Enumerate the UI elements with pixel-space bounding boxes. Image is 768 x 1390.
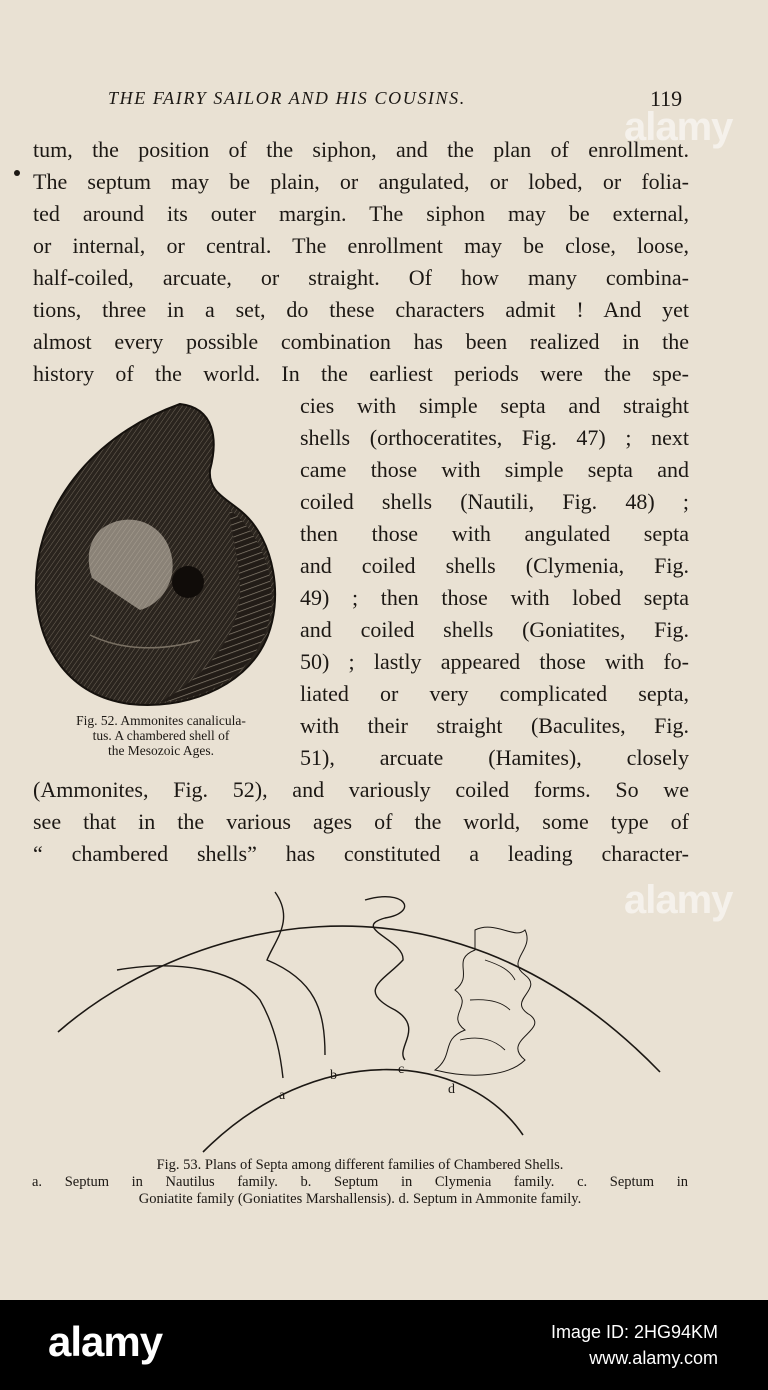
wrapped-line: liated or very complicated septa, — [300, 681, 689, 706]
septa-diagram — [55, 880, 665, 1155]
caption-title: Fig. 53. Plans of Septa among different families of Chambered Shells. — [156, 1157, 564, 1173]
caption-line: a. Septum in Nautilus family. b. Septum in Clymenia family. c. Septum in — [32, 1174, 688, 1190]
alamy-logo: alamy — [48, 1318, 163, 1365]
wrapped-line: shells (orthoceratites, Fig. 47) ; next — [300, 425, 689, 450]
figure-52-caption — [32, 713, 290, 758]
body-line: (Ammonites, Fig. 52), and variously coiled forms. So we — [33, 777, 689, 802]
caption-line: Goniatite family (Goniatites Marshallensis). d. Septum in Ammonite family. — [138, 1191, 582, 1207]
caption-line: Fig. 52. Ammonites canalicula- — [76, 713, 246, 728]
body-line: or internal, or central. The enrollment may be close, loose, — [33, 233, 689, 258]
label-a: a — [279, 1088, 286, 1103]
wrapped-line: and coiled shells (Goniatites, Fig. — [300, 617, 689, 642]
body-line: history of the world. In the earliest periods were the spe- — [33, 361, 689, 386]
caption-line: the Mesozoic Ages. — [107, 743, 215, 758]
wrapped-line: 50) ; lastly appeared those with fo- — [300, 649, 689, 674]
body-line: ted around its outer margin. The siphon may be external, — [33, 201, 689, 226]
label-d: d — [448, 1082, 455, 1097]
ammonite-illustration — [30, 400, 290, 712]
stock-footer — [0, 1300, 768, 1390]
body-line: tum, the position of the siphon, and the plan of enrollment. — [33, 137, 689, 162]
body-line: see that in the various ages of the world, some type of — [33, 809, 689, 834]
body-line: almost every possible combination has been realized in the — [33, 329, 689, 354]
running-title: THE FAIRY SAILOR AND HIS COUSINS. — [108, 88, 466, 108]
margin-mark — [14, 170, 20, 176]
caption-line: tus. A chambered shell of — [92, 728, 230, 743]
page-number: 119 — [650, 86, 683, 111]
label-b: b — [330, 1068, 337, 1083]
wrapped-line: and coiled shells (Clymenia, Fig. — [300, 553, 689, 578]
wrapped-line: with their straight (Baculites, Fig. — [300, 713, 689, 738]
wrapped-line: then those with angulated septa — [300, 521, 689, 546]
body-line: tions, three in a set, do these characters admit ! And yet — [33, 297, 689, 322]
wrapped-line: cies with simple septa and straight — [300, 393, 689, 418]
body-line: “ chambered shells” has constituted a leading character- — [33, 841, 689, 866]
figure-53-caption — [32, 1157, 688, 1208]
site-url: www.alamy.com — [589, 1348, 718, 1368]
watermark: alamy — [624, 878, 733, 922]
wrapped-line: 51), arcuate (Hamites), closely — [300, 745, 689, 770]
body-line: The septum may be plain, or angulated, or lobed, or folia- — [33, 169, 689, 194]
wrapped-line: came those with simple septa and — [300, 457, 689, 482]
body-line: half-coiled, arcuate, or straight. Of how many combina- — [33, 265, 689, 290]
wrapped-line: 49) ; then those with lobed septa — [300, 585, 689, 610]
wrapped-line: coiled shells (Nautili, Fig. 48) ; — [300, 489, 689, 514]
label-c: c — [398, 1062, 405, 1077]
watermark: alamy — [624, 105, 733, 149]
image-id: Image ID: 2HG94KM — [550, 1322, 718, 1342]
